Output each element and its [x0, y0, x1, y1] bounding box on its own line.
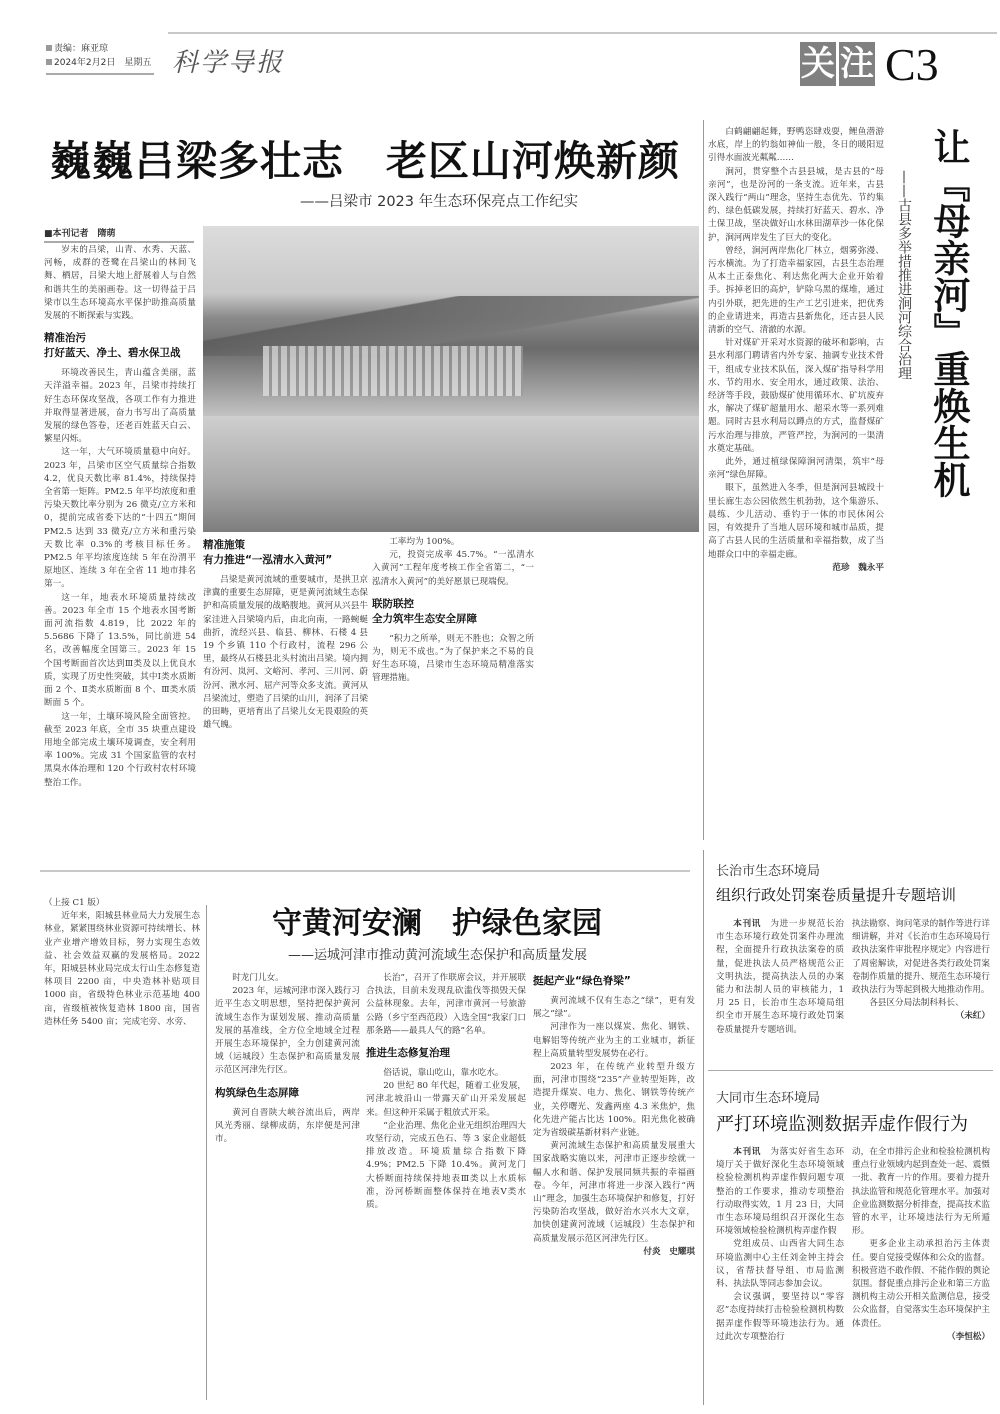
article5-title: 严打环境监测数据弄虚作假行为 — [716, 1114, 968, 1135]
column-divider — [206, 905, 207, 1400]
article5-column-2 — [852, 1146, 990, 1402]
article1-title: 巍巍吕梁多壮志 老区山河焕新颜 — [50, 137, 680, 185]
paragraph: 为进一步规范长治市生态环境行政处罚案件办理流程，全面提升行政执法案卷的质量，促进执法人员严格规范公正文明执法，提高执法人员的办案能力和法制人员的审核能力，1 月 25 日，长治市生态环境局组织全市开展生态环境行政处罚案卷质量提升专题培训。 — [716, 919, 844, 1035]
paragraph: 党组成员、山西省大同生态环境监测中心主任刘金钟主持会议，省帮扶督导组、市局监测科、执法队等同志参加会议。 — [716, 1239, 844, 1290]
paragraph: 各县区分局法制科科长、 — [869, 998, 964, 1009]
article5-kicker: 大同市生态环境局 — [716, 1091, 821, 1106]
signature: 范珍 魏永平 — [832, 562, 884, 573]
paragraph: 涧河，贯穿整个古县县城，是古县的“母亲河”，也是汾河的一条支流。近年来，古县深入践行“两山”理念，坚持生态优先、节约集约、绿色低碳发展，持续打好蓝天、碧水、净土保卫战，坚决做好山水林田湖草沙一体化保护，涧河两岸发生了巨大的变化。 — [708, 166, 884, 243]
paragraph: 黄河流域生态保护和高质量发展重大国家战略实施以来，河津市正逐步绘就一幅人水和谐、保护发展同频共振的幸福画卷。今年，河津市将进一步深入践行“两山”理念，加强生态环境保护和修复，打好污染防治攻坚战，做好治水兴水大文章，加快创建黄河流域（运城段）生态保护和高质量发展示范区河津先行区。 — [533, 1141, 695, 1244]
section-heading: 挺起产业“绿色脊梁” — [533, 975, 631, 987]
article3-column-3 — [533, 972, 695, 1402]
paragraph: 吕梁是黄河流域的重要城市，是拱卫京津冀的重要生态屏障，更是黄河流域生态保护和高质量发展的战略腹地。黄河从兴县牛家洼进入吕梁境内后，由北向南，一路蜿蜒曲折，流经兴县、临县、柳林、石楼 4 县 19 个乡镇 110 个行政村，流程 296 公里，最终从石楼县北头村流出吕梁。境内拥有汾河、岚河、文峪河、孝河、三川河、蔚汾河、湫水河、屈产河等众多支流。黄河从吕梁流过，塑造了吕梁的山川，润泽了吕梁的田畴，更培育出了吕梁儿女无畏艰险的英雄气魄。 — [203, 575, 368, 731]
article4-title: 组织行政处罚案卷质量提升专题培训 — [716, 886, 957, 904]
paragraph: 执法勘察、询问笔录的制作等进行详细讲解，并对《长治市生态环境局行政执法案件审批程序规定》内容进行了周密解读，对促进各类行政处罚案卷制作质量的提升、规范生态环境行政执法行为等起到极大地推动作用。 — [852, 919, 990, 996]
lead-label: 本刊讯 — [733, 919, 762, 929]
article4-column-1 — [716, 918, 844, 1063]
article4-column-2 — [852, 918, 990, 1063]
article1-column-2 — [203, 536, 368, 856]
paragraph: 2023 年，在传统产业转型升级方面，河津市围绕“235”产业转型矩阵，改造提升煤炭、电力、焦化、钢铁等传统产业，关停曙光、发鑫两座 4.3 米焦炉，焦化先进产能占比达 100%。阳光焦化被确定为省级碳基新材料产业链。 — [533, 1062, 695, 1139]
editor-label: 责编：麻亚琼 — [46, 42, 154, 56]
paragraph: 会议强调，要坚持以“零容忍”态度持续打击检验检测机构数据弄虚作假等环境违法行为。通过此次专项整治行 — [716, 1292, 844, 1342]
column-divider — [703, 850, 704, 1405]
signature: （未红） — [955, 1011, 990, 1022]
article1-column-1 — [44, 244, 196, 856]
paragraph: 这一年，地表水环境质量持续改善。2023 年全市 15 个地表水国考断面河流指数 4.819，比 2022 年的 5.5686 下降了 13.5%，同比前进 54 名，改善幅度全国第三。2023 年 15 个国考断面首次达到Ⅲ类及以上优良水质，实现了历史性突破，其中Ⅰ类水质断面 2 个、Ⅱ类水质断面 8 个、Ⅲ类水质断面 5 个。 — [44, 592, 196, 709]
paragraph: 此外，通过植绿保障涧河清渠，筑牢“母亲河”绿色屏障。 — [708, 457, 884, 481]
article5-column-1 — [716, 1146, 844, 1402]
article2-subtitle: ——古县多举措推进涧河综合治理 — [896, 170, 912, 380]
article3-column-1 — [215, 972, 360, 1402]
date-label: 2024年2月2日 星期五 — [46, 56, 154, 70]
section-heading: 精准治污 打好蓝天、净土、碧水保卫战 — [44, 332, 181, 360]
section-heading: 联防联控 全力筑牢生态安全屏障 — [372, 597, 477, 625]
section-heading: 构筑绿色生态屏障 — [215, 1086, 299, 1099]
paragraph: 岁末的吕梁，山青、水秀、天蓝、河畅，成群的苍鹭在吕梁山的林间飞舞、栖居，吕梁大地上舒展着人与自然和谐共生的美丽画卷。这一切得益于吕梁市以生态环境高水平保护助推高质量发展的不断探索与实践。 — [44, 245, 196, 322]
article1-column-3 — [372, 536, 534, 856]
paragraph: 更多企业主动承担治污主体责任。要自觉接受媒体和公众的监督。积极营造不敢作假、不能作假的舆论氛围。督促重点排污企业和第三方监测机构主动公开相关监测信息，接受公众监督，自觉落实生态环境保护主体责任。 — [852, 1239, 990, 1329]
paragraph: 时龙门儿女。 — [232, 973, 284, 983]
paragraph: 这一年，土壤环境风险全面管控。截至 2023 年底，全市 35 块重点建设用地全部完成土壤环境调查，安全利用率 100%。完成 31 个国家监管的农村黑臭水体治理和 120 个行政村农村环境整治工作。 — [44, 711, 196, 788]
signature: 付炎 史耀琪 — [643, 1246, 695, 1257]
section-tag — [800, 42, 878, 86]
paragraph: 针对煤矿开采对水资源的破坏和影响，古县水利部门聘请省内外专家、抽调专业技术骨干，组成专业技术队伍，深入煤矿指导科学用水、节约用水、安全用水，通过政策、法治、经济等手段，鼓励煤矿使用循环水、矿坑废弃水，解决了煤矿超量用水、超采水等一系列难题。同时古县水利局以蹲点的方式，监督煤矿污水治理与排放，严管严控，为涧河的一渠清水奠定基础。 — [708, 338, 884, 454]
paragraph: 元，投资完成率 45.7%。“一泓清水入黄河”工程年度考核工作全省第二，“一泓清水入黄河”的美好愿景已现端倪。 — [372, 550, 534, 587]
section-rule — [40, 870, 690, 872]
paragraph: 俗话说，靠山吃山，靠水吃水。 — [383, 1068, 504, 1079]
top-rule — [168, 32, 997, 34]
paragraph: 曾经，涧河两岸焦化厂林立，烟雾弥漫、污水横流。为了打造幸福家园，古县生态治理从本土正泰焦化、利达焦化两大企业开始着手。拆掉老旧的高炉，铲除乌黑的煤堆，通过内引外联，把先进的生产工艺引进来，把优秀的企业请进来，再造古县新焦化，还古县人民清新的空气、清澈的水源。 — [708, 245, 884, 336]
article3-continued-column — [44, 897, 200, 1402]
continued-note: （上接 C1 版） — [44, 898, 105, 908]
section-heading: 精准施策 有力推进“一泓清水入黄河” — [203, 539, 333, 566]
landscape-photo — [203, 226, 699, 532]
signature: （李恒松） — [947, 1331, 990, 1342]
article3-column-2 — [366, 972, 526, 1402]
paragraph: 动，在全市排污企业和检验检测机构重点行业领域内起到查处一起、震慑一批、教育一片的作用。要着力提升执法监管和规范化管理水平。加强对企业监测数据分析排查，提高技术监管的水平，让环境违法行为无所遁形。 — [852, 1147, 990, 1237]
article1-column-4 — [538, 536, 698, 856]
section-rule — [708, 1070, 993, 1071]
section-heading: 推进生态修复治理 — [366, 1047, 450, 1060]
article1-byline: ■本刊记者 隋萌 — [44, 226, 194, 243]
section-char: 关 — [801, 44, 835, 84]
paragraph: 环境改善民生，青山蕴含美丽，蓝天洋溢幸福。2023 年，吕梁市持续打好生态环保攻坚战，各项工作有力推进并取得显著进展，奋力书写出了高质量发展的绿色答卷，还老百姓蓝天白云、繁星闪烁。 — [44, 368, 196, 445]
masthead-meta — [46, 42, 154, 75]
paragraph: 工率均为 100%。 — [389, 537, 460, 547]
paragraph: 近年来，阳城县林业局大力发展生态林业，紧紧围绕林业资源可持续增长、林业产业增产增效目标，努力实现生态效益、社会效益双赢的发展格局。2022 年，阳城县林业局完成太行山生态修复造林项目 2200 亩，中央造林补贴项目 1000 亩，省级特色林业示范基地 400 亩，省级植被恢复造林 1800 亩，国省造林任务 5400 亩；完成宅旁、水旁、 — [44, 911, 200, 1027]
lead-label: 本刊讯 — [733, 1147, 762, 1157]
paragraph: 河津作为一座以煤炭、焦化、钢铁、电解铝等传统产业为主的工业城市，新征程上高质量转型发展势在必行。 — [533, 1022, 695, 1059]
paragraph: 黄河流域不仅有生态之“绿”，更有发展之“绿”。 — [533, 996, 695, 1020]
page-number: C3 — [885, 39, 939, 90]
article3-subtitle: ——运城河津市推动黄河流域生态保护和高质量发展 — [288, 948, 588, 963]
article1-subtitle: ——吕梁市 2023 年生态环保亮点工作纪实 — [300, 194, 579, 210]
paragraph: 长治”，召开了作联席会议，并开展联合执法，目前未发现乱砍滥伐等损毁天保公益林现象。去年，河津市黄河一号旅游公路（乡宁至西范段）入选全国“我家门口那条路——最具人气的路”名单。 — [366, 973, 526, 1036]
paragraph: 白鹤翩翩起舞，野鸭恣肆戏耍，鲤鱼潜游水底，岸上的钓翁如神仙一般，冬日的暖阳逗引得水面波光粼粼…… — [708, 127, 884, 164]
paragraph: “积力之所举，则无不胜也；众智之所为，则无不成也。”为了保护来之不易的良好生态环境，吕梁市生态环境局精准落实管理措施。 — [372, 633, 534, 684]
paragraph: 这一年，大气环境质量稳中向好。2023 年，吕梁市区空气质量综合指数 4.2，优良天数比率 81.4%，持续保持全省第一矩阵。PM2.5 年平均浓度和重污染天数比率分别为 26 微克/立方米和 0，提前完成省委下达的“十四五”期间 PM2.5 达到 33 微克/立方米和重污染天数比率 0.3%的考核目标任务。PM2.5 年平均浓度连续 5 年在汾渭平原地区、连续 3 年在全省 11 地市排名第一。 — [44, 447, 196, 590]
article2-body — [708, 126, 884, 832]
paragraph: “企业治理、焦化企业无组织治理四大攻坚行动，完成五色石、等 3 家企业超低排放改造。环境质量综合指数下降 4.9%；PM2.5 下降 10.4%。黄河龙门大桥断面持续保持地表Ⅲ类以上水质标准，汾河桥断面整体保持在地表Ⅴ类水质。 — [366, 1120, 526, 1211]
paragraph: 为落实好省生态环境厅关于做好深化生态环境领域检验检测机构弄虚作假问题专项整治的工作要求，推动专项整治行动取得实效，1 月 23 日，大同市生态环境局组织召开深化生态环境领域检验检测机构弄虚作假 — [716, 1147, 844, 1237]
paragraph: 黄河自晋陕大峡谷流出后，两岸风光秀丽、绿柳成荫，东岸便是河津市。 — [215, 1107, 360, 1145]
newspaper-logo: 科学导报 — [172, 48, 285, 78]
paragraph: 2023 年，运城河津市深入践行习近平生态文明思想，坚持把保护黄河流域生态作为谋划发展、推动高质量发展的基准线，全方位全地域全过程开展生态环境保护，全力创建黄河流域（运城段）生态保护和高质量发展示范区河津先行区。 — [215, 986, 360, 1076]
section-char: 注 — [840, 44, 874, 84]
paragraph: 20 世纪 80 年代起，随着工业发展，河津北坡沿山一带露天矿山开采发展起来。但这种开采属于粗放式开采。 — [366, 1081, 526, 1118]
article4-kicker: 长治市生态环境局 — [716, 864, 821, 879]
article3-title: 守黄河安澜 护绿色家园 — [272, 906, 602, 941]
column-divider — [703, 120, 704, 840]
paragraph: 眼下，虽然进入冬季，但是涧河县城段十里长廊生态公园依然生机勃勃，这个集游乐、晨练、少儿活动、垂钓于一体的市民休闲公园，有效提升了当地人居环境和城市品质，提高了古县人民的生活质量和幸福指数，成了当地群众口中的幸福走廊。 — [708, 483, 884, 560]
article2-title: 让『母亲河』重焕生机 — [927, 128, 971, 498]
